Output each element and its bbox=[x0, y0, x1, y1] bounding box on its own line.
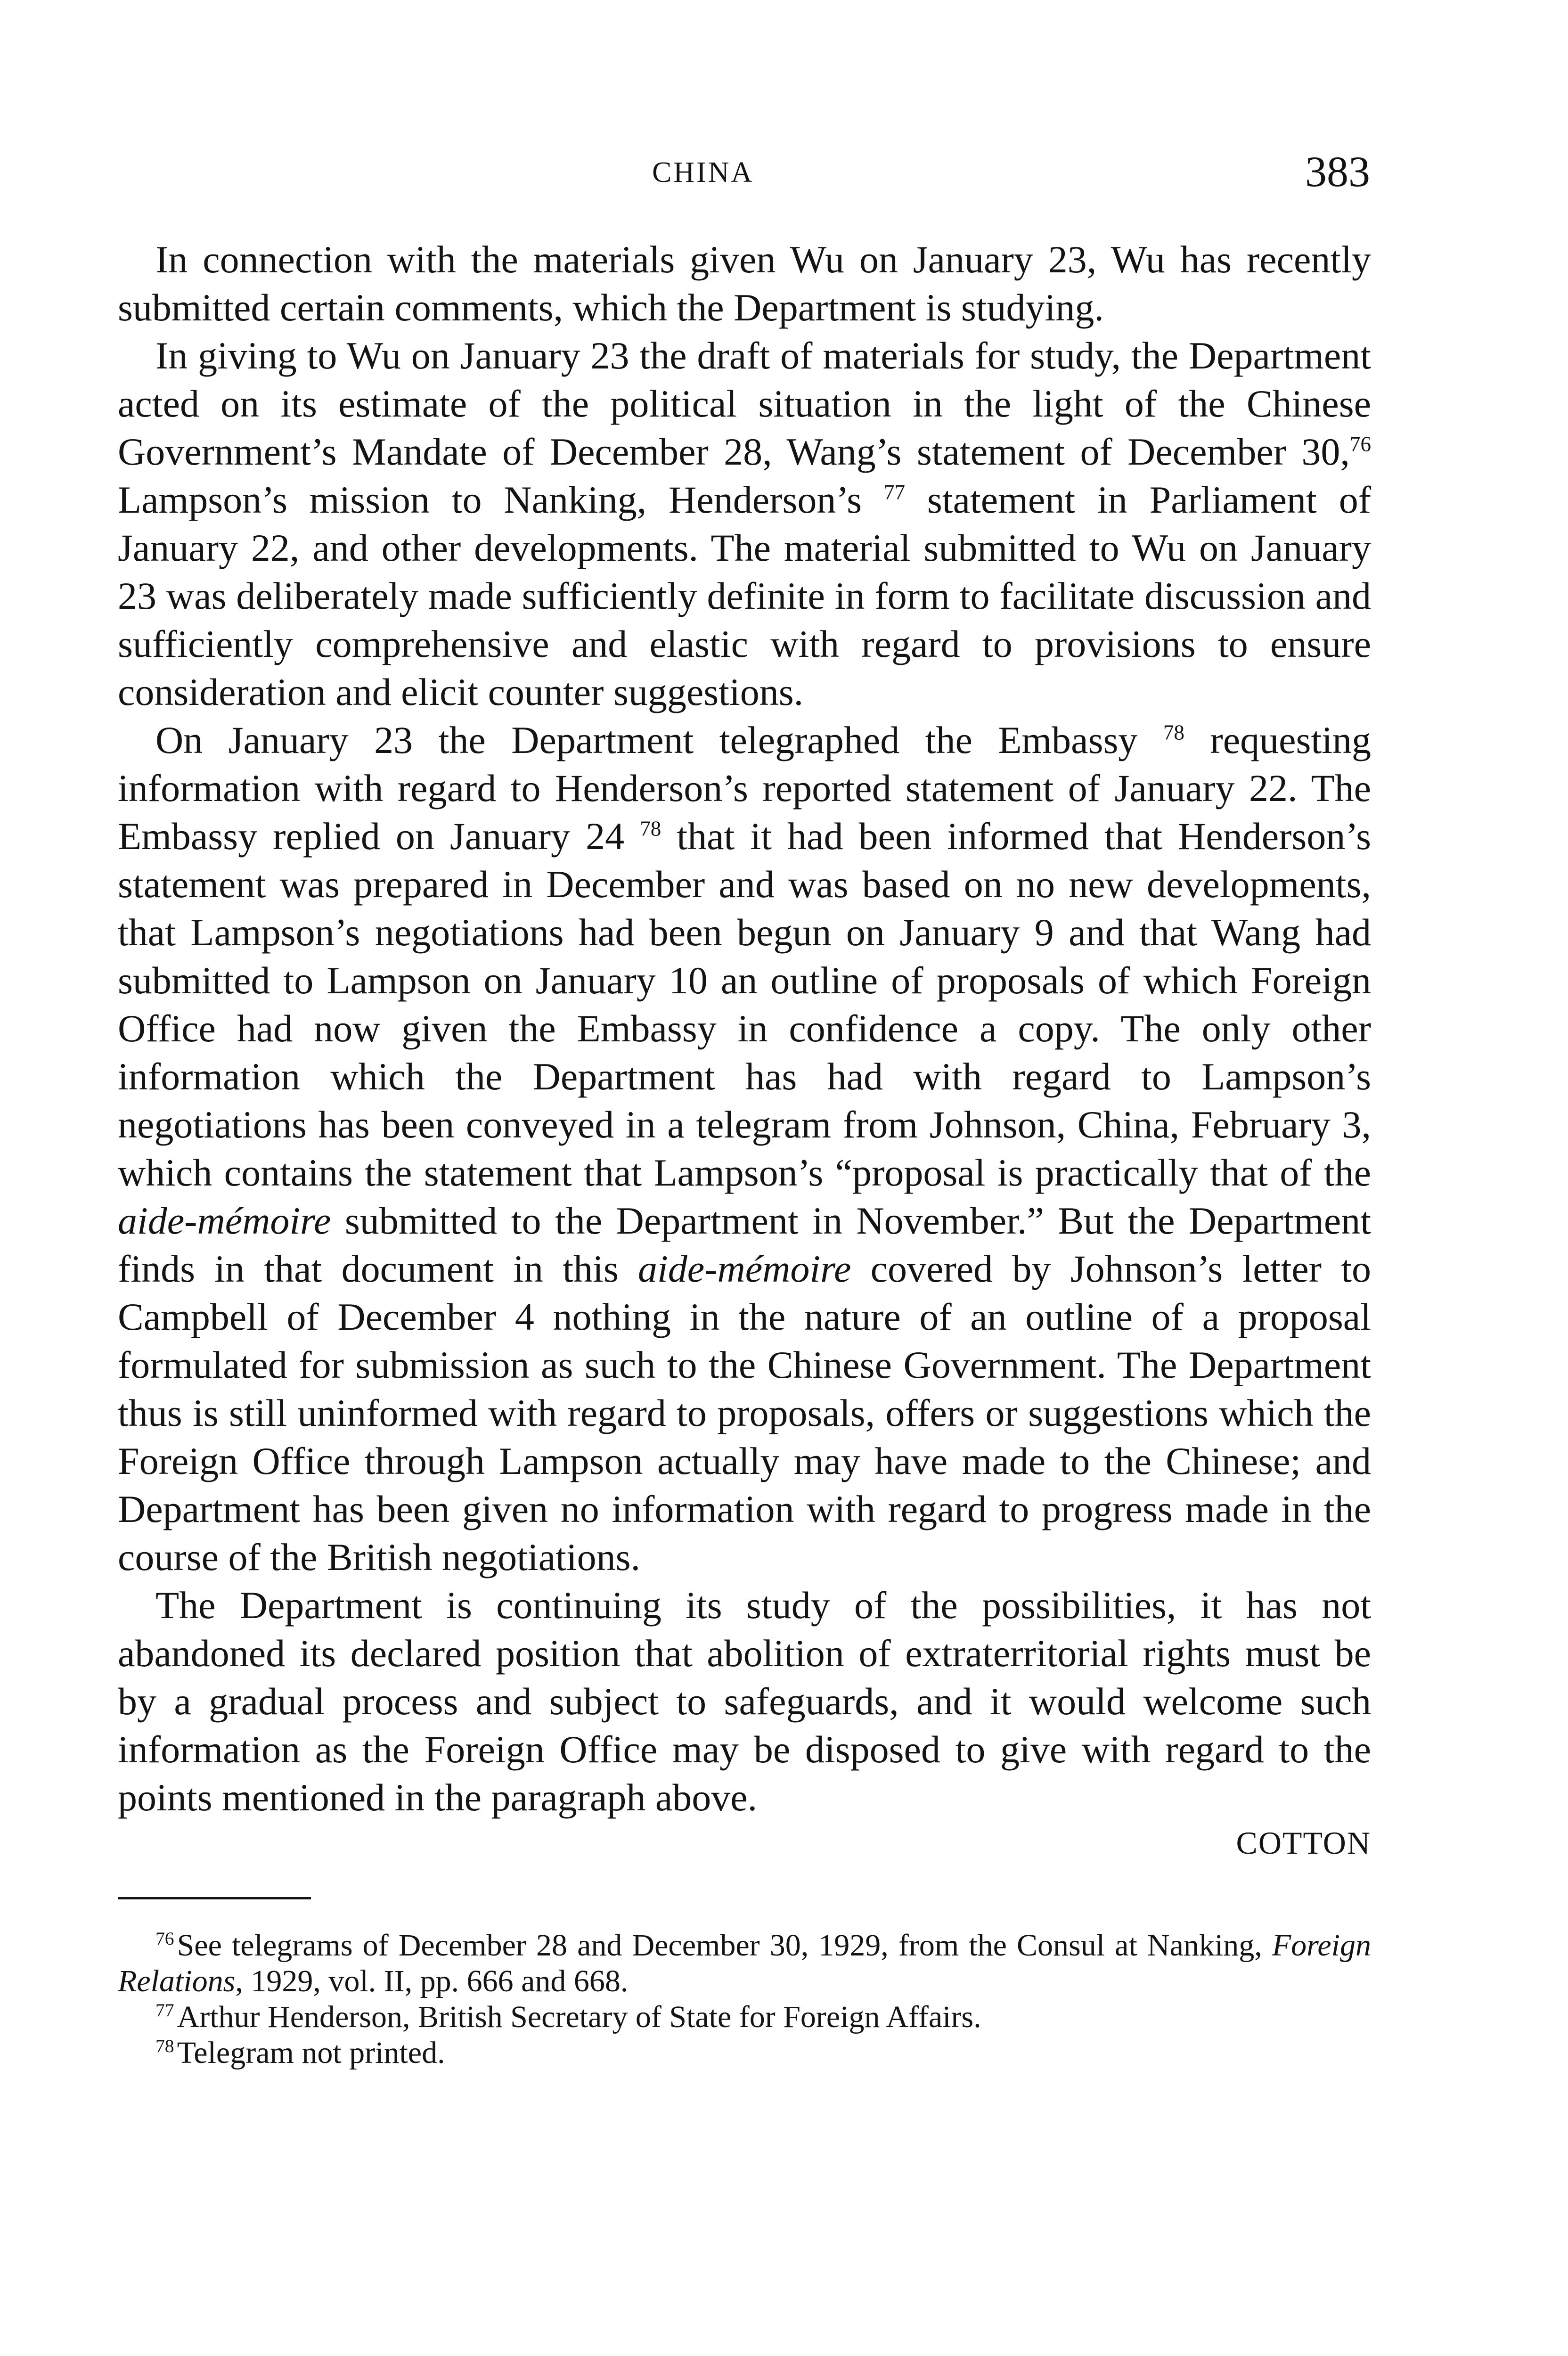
footnote-divider bbox=[118, 1897, 311, 1899]
footnote-78-mark: 78 bbox=[155, 2036, 174, 2056]
paragraph-2 bbox=[118, 332, 1371, 716]
paragraph-4 bbox=[118, 1581, 1371, 1822]
aide-memoire-italic-1: aide-mémoire bbox=[118, 1199, 331, 1242]
paragraph-3 bbox=[118, 716, 1371, 1581]
signature: COTTON bbox=[1236, 1825, 1371, 1861]
footnote-ref-78b: 78 bbox=[640, 817, 662, 841]
paragraph-3-text-b: requesting information with regard to Henderson’s reported statement of January 22. The Embassy replied on January 24 bbox=[118, 719, 1372, 858]
aide-memoire-italic-2: aide-mémoire bbox=[638, 1247, 851, 1290]
footnote-77-mark: 77 bbox=[155, 2000, 174, 2021]
page-number: 383 bbox=[1305, 147, 1370, 196]
paragraph-1-text: In connection with the materials given Wu on January 23, Wu has recently submitted certain comments, which the Department is studying. bbox=[118, 238, 1371, 329]
paragraph-1 bbox=[118, 236, 1371, 332]
footnote-78-text: Telegram not printed. bbox=[177, 2036, 445, 2070]
paragraph-2-text-c: statement in Parliament of January 22, and other developments. The material submitted to Wu on January 23 was deliberately made sufficiently definite in form to facilitate discussion and sufficiently comprehensive and elastic with regard to provisions to ensure consideration and elicit counter suggestions. bbox=[118, 478, 1372, 713]
paragraph-2-text-a: In giving to Wu on January 23 the draft of materials for study, the Department acted on its estimate of the political situation in the light of the Chinese Government’s Mandate of December 28, Wang’s statement of December 30, bbox=[118, 334, 1371, 473]
footnote-77 bbox=[118, 1999, 1371, 2035]
footnote-78 bbox=[118, 2035, 1371, 2071]
paragraph-3-text-d: submitted to the Department in November.” But the Department finds in that document in this bbox=[118, 1199, 1371, 1290]
body-text bbox=[118, 236, 1371, 2071]
footnote-77-text: Arthur Henderson, British Secretary of State for Foreign Affairs. bbox=[177, 2000, 981, 2034]
footnotes bbox=[118, 1928, 1371, 2071]
footnote-76-text-a: See telegrams of December 28 and December 30, 1929, from the Consul at Nanking, bbox=[177, 1928, 1272, 1963]
footnote-ref-77: 77 bbox=[883, 480, 906, 504]
paragraph-3-text-c: that it had been informed that Henderson’s statement was prepared in December and was based on no new developments, that Lampson’s negotiations had been begun on January 9 and that Wang had submitted to Lampson on January 10 an outline of proposals of which Foreign Office had now given the Embassy in confidence a copy. The only other information which the Department has had with regard to Lampson’s negotiations has been conveyed in a telegram from Johnson, China, February 3, which contains the statement that Lampson’s “proposal is practically that of the bbox=[118, 815, 1372, 1194]
footnote-ref-76: 76 bbox=[1349, 432, 1371, 456]
paragraph-3-text-a: On January 23 the Department telegraphed the Embassy bbox=[155, 719, 1138, 761]
footnote-76-italic: Foreign Relations bbox=[118, 1928, 1371, 1998]
paragraph-2-text-b: Lampson’s mission to Nanking, Henderson’s bbox=[118, 478, 862, 521]
footnote-76-text-b: , 1929, vol. II, pp. 666 and 668. bbox=[235, 1964, 629, 1998]
footnote-ref-78a: 78 bbox=[1163, 720, 1184, 744]
footnote-76-mark: 76 bbox=[155, 1928, 174, 1949]
footnote-76 bbox=[118, 1928, 1371, 1999]
running-header-title: CHINA bbox=[652, 156, 754, 188]
paragraph-3-text-e: covered by Johnson’s letter to Campbell of December 4 nothing in the nature of an outline of a proposal formulated for submission as such to the Chinese Government. The Department thus is still uninformed with regard to proposals, offers or suggestions which the Foreign Office through Lampson actually may have made to the Chinese; and Department has been given no information with regard to progress made in the course of the British negotiations. bbox=[118, 1247, 1371, 1579]
paragraph-4-text: The Department is continuing its study of the possibilities, it has not abandoned its declared position that abolition of extraterritorial rights must be by a gradual process and subject to safeguards, and it would welcome such information as the Foreign Office may be disposed to give with regard to the points mentioned in the paragraph above. bbox=[118, 1584, 1371, 1819]
